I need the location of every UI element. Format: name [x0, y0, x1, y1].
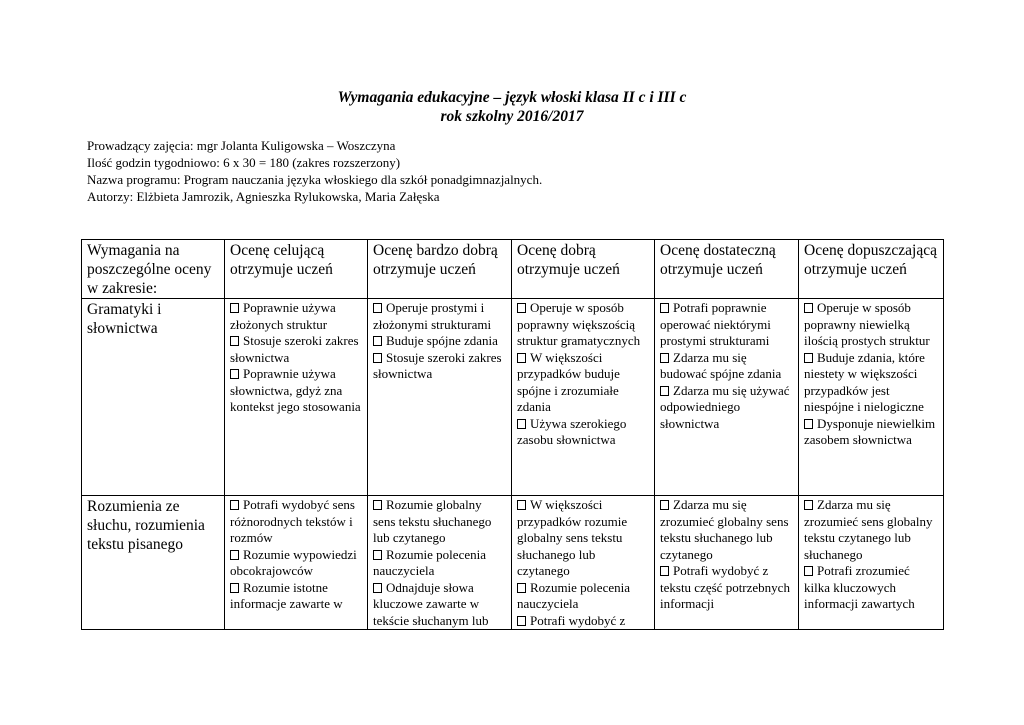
list-item-text: Zdarza mu się używać odpowiedniego słownictwa: [660, 382, 790, 431]
title-line-2: rok szkolny 2016/2017: [440, 108, 584, 125]
list-item-text: Buduje spójne zdania: [386, 333, 498, 348]
requirements-table: [81, 239, 944, 630]
list-item-text: Rozumie istotne informacje zawarte w: [230, 579, 343, 611]
list-item: [517, 350, 649, 416]
teacher-line: Prowadzący zajęcia: mgr Jolanta Kuligowska – Woszczyna: [87, 138, 396, 153]
criteria-list: [804, 497, 938, 613]
criteria-cell: [225, 496, 368, 630]
list-item: [660, 383, 793, 433]
bullet-box-icon: [373, 303, 382, 313]
header-area: Wymagania na poszczególne oceny w zakresie:: [82, 240, 225, 299]
bullet-box-icon: [804, 566, 813, 576]
bullet-box-icon: [373, 336, 382, 346]
criteria-cell: [512, 299, 655, 496]
bullet-box-icon: [230, 336, 239, 346]
list-item: [660, 563, 793, 613]
list-item-text: Odnajduje słowa kluczowe zawarte w tekście słuchanym lub: [373, 579, 489, 628]
list-item-text: Operuje prostymi i złożonymi strukturami: [373, 300, 492, 332]
criteria-cell: [225, 299, 368, 496]
bullet-box-icon: [230, 303, 239, 313]
area-comprehension: Rozumienia ze słuchu, rozumienia tekstu pisanego: [82, 496, 225, 630]
list-item: [804, 497, 938, 563]
bullet-box-icon: [804, 353, 813, 363]
bullet-box-icon: [517, 419, 526, 429]
list-item-text: Stosuje szeroki zakres słownictwa: [230, 333, 359, 365]
list-item: [517, 497, 649, 580]
criteria-list: [517, 497, 649, 629]
bullet-box-icon: [660, 386, 669, 396]
bullet-box-icon: [230, 369, 239, 379]
criteria-list: [804, 300, 938, 449]
criteria-list: [373, 497, 506, 629]
bullet-box-icon: [373, 500, 382, 510]
list-item: [230, 497, 362, 547]
bullet-box-icon: [660, 566, 669, 576]
criteria-cell: [655, 299, 799, 496]
list-item-text: Buduje zdania, które niestety w większości przypadków jest niespójne i nielogiczne: [804, 349, 925, 414]
table-row: [82, 496, 944, 630]
list-item-text: Zdarza mu się zrozumieć sens globalny tekstu czytanego lub słuchanego: [804, 497, 933, 562]
list-item-text: Potrafi poprawnie operować niektórymi prostymi strukturami: [660, 300, 771, 348]
list-item: [517, 416, 649, 449]
bullet-box-icon: [517, 303, 526, 313]
list-item-text: W większości przypadków buduje spójne i zrozumiałe zdania: [517, 349, 620, 414]
list-item: [230, 300, 362, 333]
list-item-text: Rozumie wypowiedzi obcokrajowców: [230, 546, 357, 578]
list-item-text: Potrafi wydobyć sens różnorodnych tekstów i rozmów: [230, 497, 355, 545]
list-item: [373, 497, 506, 547]
criteria-cell: [655, 496, 799, 630]
table-header-row: [82, 240, 944, 299]
criteria-cell: [368, 299, 512, 496]
list-item: [517, 580, 649, 613]
header-dopuszczajaca: Ocenę dopuszczającą otrzymuje uczeń: [799, 240, 944, 299]
criteria-cell: [512, 496, 655, 630]
list-item: [804, 350, 938, 416]
bullet-box-icon: [804, 303, 813, 313]
criteria-list: [230, 300, 362, 416]
list-item-text: Stosuje szeroki zakres słownictwa: [373, 349, 502, 381]
bullet-box-icon: [230, 500, 239, 510]
header-bardzo-dobra: Ocenę bardzo dobrą otrzymuje uczeń: [368, 240, 512, 299]
list-item: [517, 300, 649, 350]
list-item-text: Potrafi wydobyć z: [530, 612, 626, 628]
list-item: [373, 547, 506, 580]
list-item-text: Rozumie polecenia nauczyciela: [517, 579, 630, 611]
bullet-box-icon: [660, 303, 669, 313]
bullet-box-icon: [517, 616, 526, 626]
bullet-box-icon: [804, 500, 813, 510]
list-item-text: Operuje w sposób poprawny większością struktur gramatycznych: [517, 300, 641, 348]
list-item: [373, 580, 506, 630]
list-item-text: Rozumie polecenia nauczyciela: [373, 546, 486, 578]
title-line-1: Wymagania edukacyjne – język włoski klasa II c i III c: [337, 89, 687, 106]
list-item: [230, 547, 362, 580]
criteria-list: [517, 300, 649, 449]
header-dobra: Ocenę dobrą otrzymuje uczeń: [512, 240, 655, 299]
authors-line: Autorzy: Elżbieta Jamrozik, Agnieszka Rylukowska, Maria Załęska: [87, 189, 440, 204]
bullet-box-icon: [517, 583, 526, 593]
list-item-text: Potrafi wydobyć z tekstu część potrzebnych informacji: [660, 563, 790, 611]
list-item-text: Rozumie globalny sens tekstu słuchanego lub czytanego: [373, 497, 492, 545]
bullet-box-icon: [660, 500, 669, 510]
table-row: [82, 299, 944, 496]
bullet-box-icon: [804, 419, 813, 429]
criteria-cell: [368, 496, 512, 630]
list-item: [660, 497, 793, 563]
area-grammar: Gramatyki i słownictwa: [82, 299, 225, 496]
header-dostateczna: Ocenę dostateczną otrzymuje uczeń: [655, 240, 799, 299]
list-item-text: Zdarza mu się zrozumieć globalny sens tekstu słuchanego lub czytanego: [660, 497, 789, 562]
list-item: [804, 416, 938, 449]
list-item-text: Poprawnie używa złożonych struktur: [230, 300, 336, 332]
criteria-list: [373, 300, 506, 383]
list-item: [804, 563, 938, 613]
header-celujaca: Ocenę celującą otrzymuje uczeń: [225, 240, 368, 299]
program-line: Nazwa programu: Program nauczania języka włoskiego dla szkół ponadgimnazjalnych.: [87, 172, 543, 187]
bullet-box-icon: [660, 353, 669, 363]
bullet-box-icon: [373, 550, 382, 560]
criteria-cell: [799, 496, 944, 630]
list-item: [230, 366, 362, 416]
list-item: [373, 300, 506, 333]
list-item: [373, 350, 506, 383]
list-item: [804, 300, 938, 350]
list-item-text: Potrafi zrozumieć kilka kluczowych informacji zawartych: [804, 563, 915, 611]
list-item-text: W większości przypadków rozumie globalny sens tekstu słuchanego lub czytanego: [517, 497, 628, 578]
list-item-text: Dysponuje niewielkim zasobem słownictwa: [804, 415, 936, 447]
bullet-box-icon: [230, 550, 239, 560]
document-title: [0, 88, 1024, 126]
bullet-box-icon: [373, 583, 382, 593]
list-item: [660, 350, 793, 383]
criteria-list: [660, 497, 793, 613]
list-item: [373, 333, 506, 350]
list-item-text: Zdarza mu się budować spójne zdania: [660, 349, 782, 381]
bullet-box-icon: [517, 500, 526, 510]
list-item: [660, 300, 793, 350]
list-item: [517, 613, 649, 630]
list-item-text: Operuje w sposób poprawny niewielką ilością prostych struktur: [804, 300, 930, 348]
criteria-cell: [799, 299, 944, 496]
list-item-text: Poprawnie używa słownictwa, gdyż zna kontekst jego stosowania: [230, 366, 361, 414]
list-item-text: Używa szerokiego zasobu słownictwa: [517, 415, 627, 447]
course-info: [87, 137, 542, 205]
bullet-box-icon: [230, 583, 239, 593]
criteria-list: [660, 300, 793, 432]
bullet-box-icon: [517, 353, 526, 363]
list-item: [230, 333, 362, 366]
criteria-list: [230, 497, 362, 613]
list-item: [230, 580, 362, 613]
hours-line: Ilość godzin tygodniowo: 6 x 30 = 180 (zakres rozszerzony): [87, 155, 401, 170]
bullet-box-icon: [373, 353, 382, 363]
